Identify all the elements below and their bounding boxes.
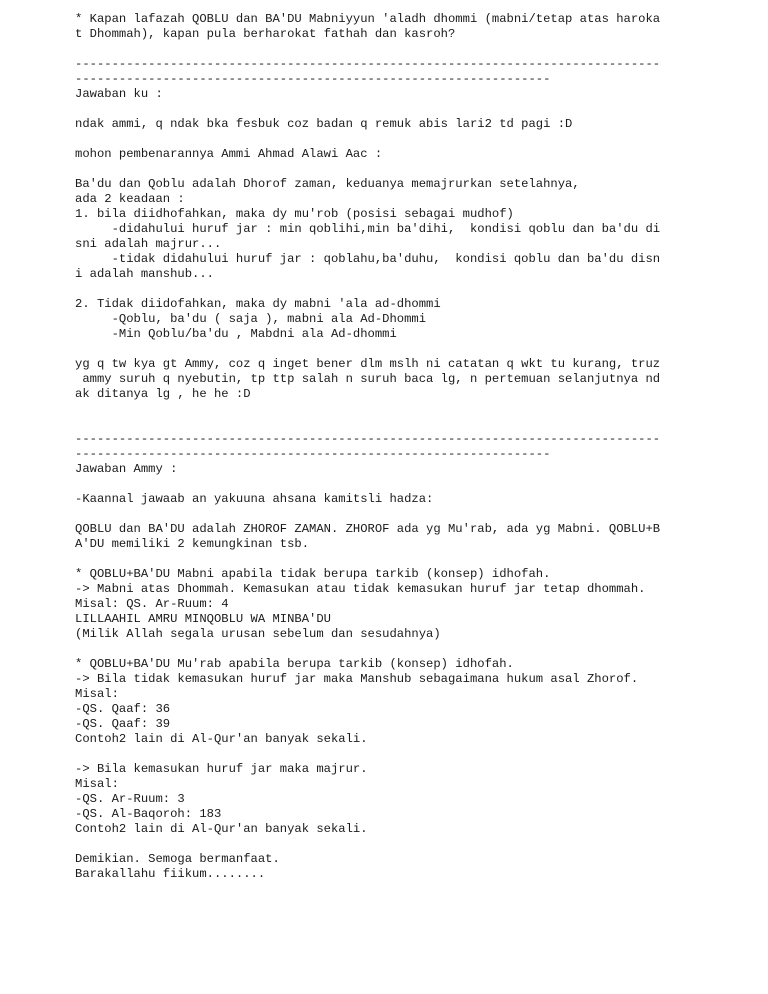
text-line: Demikian. Semoga bermanfaat.	[75, 852, 280, 866]
text-line: Contoh2 lain di Al-Qur'an banyak sekali.	[75, 822, 368, 836]
text-line: -> Mabni atas Dhommah. Kemasukan atau tidak kemasukan huruf jar tetap dhommah.	[75, 582, 646, 596]
text-line: Misal:	[75, 777, 119, 791]
text-line: -didahului huruf jar : min qoblihi,min ba'dihi, kondisi qoblu dan ba'du di	[75, 222, 661, 236]
text-line	[75, 417, 675, 432]
text-line: * QOBLU+BA'DU Mabni apabila tidak berupa tarkib (konsep) idhofah.	[75, 567, 551, 581]
text-line: Barakallahu fiikum........	[75, 867, 266, 881]
text-line: Jawaban ku :	[75, 87, 163, 101]
text-line: ada 2 keadaan :	[75, 192, 185, 206]
text-line: ammy suruh q nyebutin, tp ttp salah n suruh baca lg, n pertemuan selanjutnya nd	[75, 372, 661, 386]
text-line: Misal: QS. Ar-Ruum: 4	[75, 597, 229, 611]
text-line: -QS. Al-Baqoroh: 183	[75, 807, 222, 821]
text-line	[75, 642, 675, 657]
text-line: -QS. Ar-Ruum: 3	[75, 792, 185, 806]
text-line: -Kaannal jawaab an yakuuna ahsana kamitsli hadza:	[75, 492, 434, 506]
text-line	[75, 342, 675, 357]
text-line: 2. Tidak diidofahkan, maka dy mabni 'ala ad-dhommi	[75, 297, 441, 311]
text-line: sni adalah majrur...	[75, 237, 222, 251]
text-line: mohon pembenarannya Ammi Ahmad Alawi Aac :	[75, 147, 383, 161]
document-text	[75, 12, 675, 882]
text-line: LILLAAHIL AMRU MINQOBLU WA MINBA'DU	[75, 612, 331, 626]
text-line: Ba'du dan Qoblu adalah Dhorof zaman, keduanya memajrurkan setelahnya,	[75, 177, 580, 191]
text-line: -> Bila kemasukan huruf jar maka majrur.	[75, 762, 368, 776]
text-line: -Qoblu, ba'du ( saja ), mabni ala Ad-Dhommi	[75, 312, 427, 326]
text-line: -Min Qoblu/ba'du , Mabdni ala Ad-dhommi	[75, 327, 397, 341]
text-line: Contoh2 lain di Al-Qur'an banyak sekali.	[75, 732, 368, 746]
text-line: t Dhommah), kapan pula berharokat fathah dan kasroh?	[75, 27, 456, 41]
text-line: Jawaban Ammy :	[75, 462, 178, 476]
text-line: -tidak didahului huruf jar : qoblahu,ba'duhu, kondisi qoblu dan ba'du disn	[75, 252, 661, 266]
text-line: i adalah manshub...	[75, 267, 214, 281]
text-line: -----------------------------------------------------------------	[75, 447, 551, 461]
text-line: 1. bila diidhofahkan, maka dy mu'rob (posisi sebagai mudhof)	[75, 207, 514, 221]
text-line: * Kapan lafazah QOBLU dan BA'DU Mabniyyun 'aladh dhommi (mabni/tetap atas haroka	[75, 12, 661, 26]
text-line	[75, 507, 675, 522]
text-line: (Milik Allah segala urusan sebelum dan sesudahnya)	[75, 627, 441, 641]
text-line: Misal:	[75, 687, 119, 701]
text-line	[75, 477, 675, 492]
text-line	[75, 402, 675, 417]
text-line	[75, 552, 675, 567]
text-line: -QS. Qaaf: 39	[75, 717, 171, 731]
text-line	[75, 282, 675, 297]
text-line: ak ditanya lg , he he :D	[75, 387, 251, 401]
text-line: ndak ammi, q ndak bka fesbuk coz badan q remuk abis lari2 td pagi :D	[75, 117, 573, 131]
text-line	[75, 42, 675, 57]
text-line: yg q tw kya gt Ammy, coz q inget bener dlm mslh ni catatan q wkt tu kurang, truz	[75, 357, 661, 371]
text-line: --------------------------------------------------------------------------------	[75, 432, 661, 446]
text-line: --------------------------------------------------------------------------------	[75, 57, 661, 71]
text-line	[75, 747, 675, 762]
text-line	[75, 162, 675, 177]
text-line	[75, 132, 675, 147]
text-line	[75, 837, 675, 852]
text-line: -> Bila tidak kemasukan huruf jar maka Manshub sebagaimana hukum asal Zhorof.	[75, 672, 639, 686]
text-line: QOBLU dan BA'DU adalah ZHOROF ZAMAN. ZHOROF ada yg Mu'rab, ada yg Mabni. QOBLU+B	[75, 522, 661, 536]
text-line: -QS. Qaaf: 36	[75, 702, 171, 716]
text-line	[75, 102, 675, 117]
text-line: A'DU memiliki 2 kemungkinan tsb.	[75, 537, 310, 551]
text-line: * QOBLU+BA'DU Mu'rab apabila berupa tarkib (konsep) idhofah.	[75, 657, 514, 671]
text-line: -----------------------------------------------------------------	[75, 72, 551, 86]
